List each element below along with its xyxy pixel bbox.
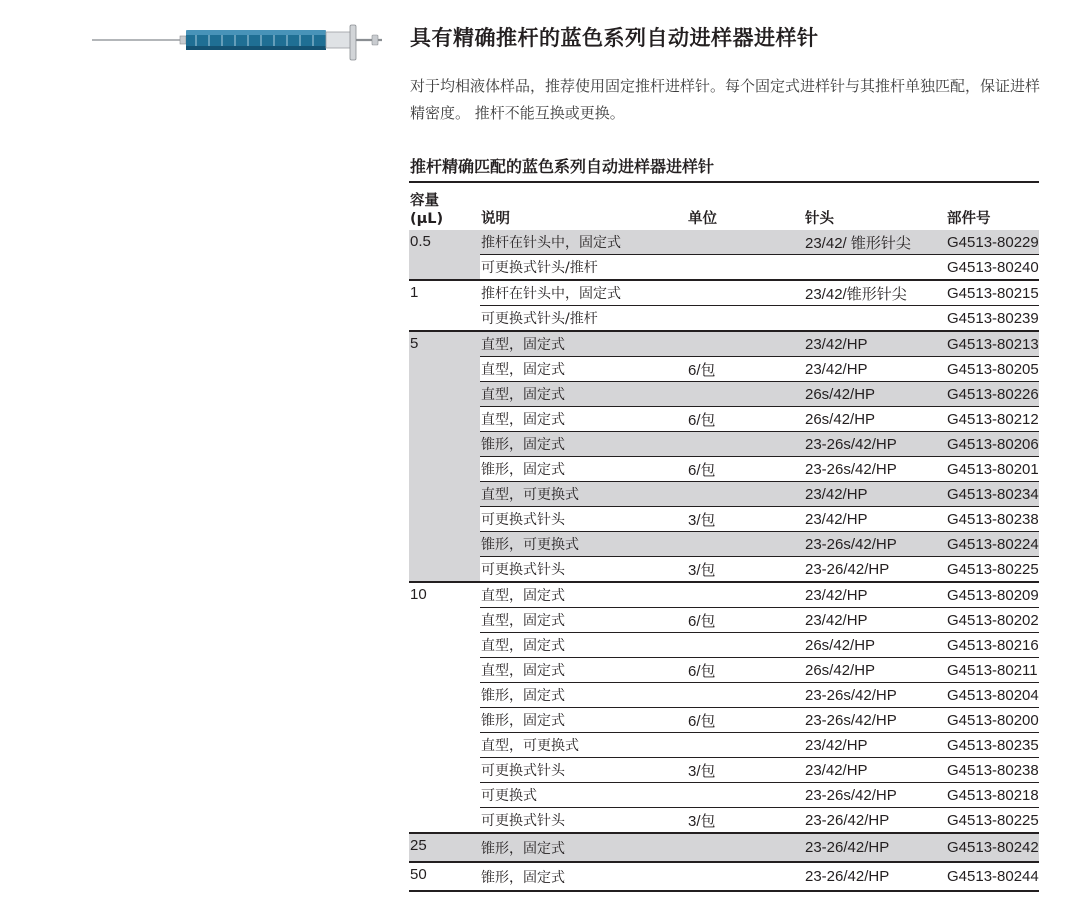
needle-cell: 23/42/锥形针尖 xyxy=(804,280,946,306)
description-cell: 直型，固定式 xyxy=(480,357,687,382)
table-row xyxy=(409,507,1039,532)
description-cell: 直型，固定式 xyxy=(480,633,687,658)
description-cell: 直型，可更换式 xyxy=(480,733,687,758)
needle-cell: 23/42/HP xyxy=(804,758,946,783)
needle-cell: 23-26s/42/HP xyxy=(804,783,946,808)
table-row xyxy=(409,230,1039,255)
part-number-cell: G4513-80224 xyxy=(946,532,1039,557)
description-cell: 可更换式针头 xyxy=(480,557,687,583)
header-description: 说明 xyxy=(481,211,510,227)
unit-cell: 6/包 xyxy=(687,708,804,733)
table-row xyxy=(409,357,1039,382)
table-header-row xyxy=(409,182,1039,230)
part-number-cell: G4513-80202 xyxy=(946,608,1039,633)
part-number-cell: G4513-80240 xyxy=(946,255,1039,281)
needle-cell: 23/42/HP xyxy=(804,608,946,633)
table-row xyxy=(409,608,1039,633)
part-number-cell: G4513-80201 xyxy=(946,457,1039,482)
table-row xyxy=(409,758,1039,783)
needle-cell: 23/42/HP xyxy=(804,733,946,758)
needle-cell: 23-26s/42/HP xyxy=(804,683,946,708)
needle-cell: 23/42/ 锥形针尖 xyxy=(804,230,946,255)
part-number-cell: G4513-80206 xyxy=(946,432,1039,457)
description-cell: 直型，可更换式 xyxy=(480,482,687,507)
table-row xyxy=(409,482,1039,507)
description-cell: 直型，固定式 xyxy=(480,331,687,357)
part-number-cell: G4513-80209 xyxy=(946,582,1039,608)
needle-cell: 23-26/42/HP xyxy=(804,862,946,891)
part-number-cell: G4513-80225 xyxy=(946,557,1039,583)
description-cell: 推杆在针头中，固定式 xyxy=(480,230,687,255)
part-number-cell: G4513-80229 xyxy=(946,230,1039,255)
needle-cell: 23/42/HP xyxy=(804,357,946,382)
table-row xyxy=(409,733,1039,758)
table-row xyxy=(409,382,1039,407)
unit-cell: 6/包 xyxy=(687,457,804,482)
description-cell: 直型，固定式 xyxy=(480,582,687,608)
unit-cell xyxy=(687,733,804,758)
table-row xyxy=(409,658,1039,683)
unit-cell: 6/包 xyxy=(687,407,804,432)
table-row xyxy=(409,407,1039,432)
part-number-cell: G4513-80213 xyxy=(946,331,1039,357)
unit-cell xyxy=(687,783,804,808)
unit-cell xyxy=(687,633,804,658)
capacity-cell: 25 xyxy=(409,833,480,862)
part-number-cell: G4513-80211 xyxy=(946,658,1039,683)
table-row xyxy=(409,280,1039,306)
description-cell: 直型，固定式 xyxy=(480,382,687,407)
needle-cell: 23-26s/42/HP xyxy=(804,532,946,557)
table-row xyxy=(409,255,1039,281)
needle-cell xyxy=(804,255,946,281)
unit-cell: 3/包 xyxy=(687,507,804,532)
needle-cell: 23-26/42/HP xyxy=(804,833,946,862)
table-row xyxy=(409,306,1039,332)
description-cell: 推杆在针头中，固定式 xyxy=(480,280,687,306)
part-number-cell: G4513-80218 xyxy=(946,783,1039,808)
needle-cell: 26s/42/HP xyxy=(804,407,946,432)
table-row xyxy=(409,862,1039,891)
unit-cell xyxy=(687,230,804,255)
needle-cell: 23-26/42/HP xyxy=(804,557,946,583)
unit-cell xyxy=(687,382,804,407)
part-number-cell: G4513-80235 xyxy=(946,733,1039,758)
capacity-cell: 5 xyxy=(409,331,480,582)
unit-cell xyxy=(687,532,804,557)
description-cell: 锥形，固定式 xyxy=(480,708,687,733)
table-row xyxy=(409,457,1039,482)
table-row xyxy=(409,683,1039,708)
description-cell: 锥形，固定式 xyxy=(480,862,687,891)
unit-cell xyxy=(687,582,804,608)
description-cell: 直型，固定式 xyxy=(480,407,687,432)
needle-cell: 23/42/HP xyxy=(804,482,946,507)
part-number-cell: G4513-80205 xyxy=(946,357,1039,382)
needle-cell: 23/42/HP xyxy=(804,331,946,357)
part-number-cell: G4513-80200 xyxy=(946,708,1039,733)
unit-cell xyxy=(687,306,804,332)
part-number-cell: G4513-80239 xyxy=(946,306,1039,332)
unit-cell xyxy=(687,683,804,708)
needle-cell: 23/42/HP xyxy=(804,507,946,532)
table-row xyxy=(409,331,1039,357)
unit-cell xyxy=(687,862,804,891)
part-number-cell: G4513-80242 xyxy=(946,833,1039,862)
table-row xyxy=(409,808,1039,834)
table-row xyxy=(409,708,1039,733)
needle-cell: 23-26s/42/HP xyxy=(804,432,946,457)
header-part-number: 部件号 xyxy=(947,211,991,227)
unit-cell: 6/包 xyxy=(687,608,804,633)
unit-cell: 3/包 xyxy=(687,557,804,583)
unit-cell: 3/包 xyxy=(687,758,804,783)
intro-paragraph: 对于均相液体样品，推荐使用固定推杆进样针。每个固定式进样针与其推杆单独匹配，保证进样精密度。 推杆不能互换或更换。 xyxy=(410,77,1041,122)
description-cell: 锥形，固定式 xyxy=(480,432,687,457)
part-number-cell: G4513-80216 xyxy=(946,633,1039,658)
needle-cell: 26s/42/HP xyxy=(804,658,946,683)
needle-cell: 23/42/HP xyxy=(804,582,946,608)
needle-cell: 26s/42/HP xyxy=(804,633,946,658)
description-cell: 可更换式 xyxy=(480,783,687,808)
description-cell: 直型，固定式 xyxy=(480,658,687,683)
description-cell: 可更换式针头/推杆 xyxy=(480,306,687,332)
unit-cell: 6/包 xyxy=(687,658,804,683)
description-cell: 可更换式针头/推杆 xyxy=(480,255,687,281)
header-unit: 单位 xyxy=(688,211,717,227)
part-number-cell: G4513-80226 xyxy=(946,382,1039,407)
unit-cell xyxy=(687,833,804,862)
page-title: 具有精确推杆的蓝色系列自动进样器进样针 xyxy=(410,26,819,50)
capacity-cell: 0.5 xyxy=(409,230,480,280)
part-number-cell: G4513-80204 xyxy=(946,683,1039,708)
part-number-cell: G4513-80238 xyxy=(946,758,1039,783)
part-number-cell: G4513-80238 xyxy=(946,507,1039,532)
description-cell: 锥形，固定式 xyxy=(480,683,687,708)
table-row xyxy=(409,833,1039,862)
table-row xyxy=(409,557,1039,583)
syringe-table xyxy=(409,181,1039,892)
unit-cell xyxy=(687,432,804,457)
unit-cell xyxy=(687,255,804,281)
description-cell: 锥形，可更换式 xyxy=(480,532,687,557)
description-cell: 可更换式针头 xyxy=(480,507,687,532)
description-cell: 可更换式针头 xyxy=(480,808,687,834)
needle-cell: 26s/42/HP xyxy=(804,382,946,407)
syringe-image xyxy=(92,22,392,62)
description-cell: 可更换式针头 xyxy=(480,758,687,783)
unit-cell xyxy=(687,482,804,507)
part-number-cell: G4513-80225 xyxy=(946,808,1039,834)
description-cell: 锥形，固定式 xyxy=(480,457,687,482)
part-number-cell: G4513-80244 xyxy=(946,862,1039,891)
table-row xyxy=(409,633,1039,658)
capacity-cell: 50 xyxy=(409,862,480,891)
needle-cell: 23-26/42/HP xyxy=(804,808,946,834)
table-row xyxy=(409,532,1039,557)
unit-cell xyxy=(687,280,804,306)
header-capacity: 容量 (µL) xyxy=(410,193,444,227)
needle-cell: 23-26s/42/HP xyxy=(804,708,946,733)
unit-cell: 6/包 xyxy=(687,357,804,382)
table-row xyxy=(409,783,1039,808)
unit-cell: 3/包 xyxy=(687,808,804,834)
needle-cell xyxy=(804,306,946,332)
table-body xyxy=(409,230,1039,891)
capacity-cell: 10 xyxy=(409,582,480,833)
description-cell: 锥形，固定式 xyxy=(480,833,687,862)
description-cell: 直型，固定式 xyxy=(480,608,687,633)
unit-cell xyxy=(687,331,804,357)
needle-cell: 23-26s/42/HP xyxy=(804,457,946,482)
table-row xyxy=(409,432,1039,457)
capacity-cell: 1 xyxy=(409,280,480,331)
table-row xyxy=(409,582,1039,608)
header-needle: 针头 xyxy=(805,211,834,227)
part-number-cell: G4513-80212 xyxy=(946,407,1039,432)
table-title: 推杆精确匹配的蓝色系列自动进样器进样针 xyxy=(410,157,715,176)
part-number-cell: G4513-80215 xyxy=(946,280,1039,306)
part-number-cell: G4513-80234 xyxy=(946,482,1039,507)
